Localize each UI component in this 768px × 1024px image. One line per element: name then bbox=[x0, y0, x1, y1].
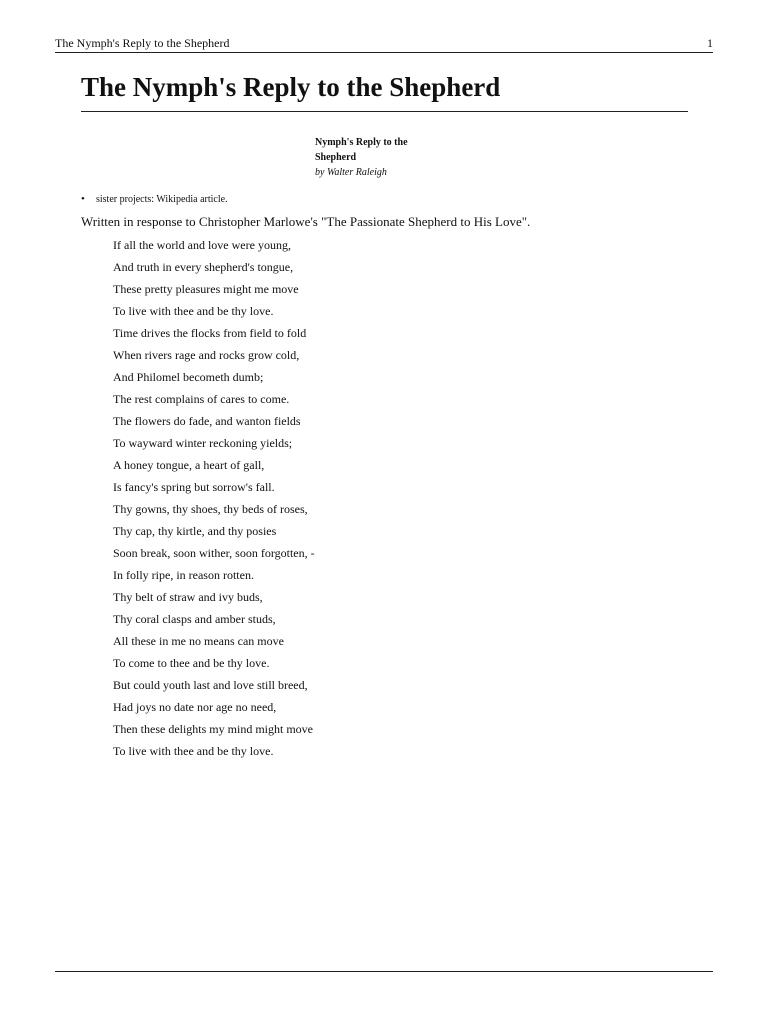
infobox-author: by Walter Raleigh bbox=[315, 167, 387, 178]
poem-line: A honey tongue, a heart of gall, bbox=[113, 458, 265, 472]
poem-line: And Philomel becometh dumb; bbox=[113, 370, 264, 384]
running-header bbox=[55, 36, 713, 53]
infobox-title-line-2: Shepherd bbox=[315, 152, 357, 163]
infobox-title-line-1: Nymph's Reply to the bbox=[315, 137, 408, 148]
poem-line: Is fancy's spring but sorrow's fall. bbox=[113, 480, 275, 494]
poem bbox=[113, 234, 673, 762]
infobox bbox=[315, 135, 475, 180]
footer-rule bbox=[55, 971, 713, 972]
poem-line: In folly ripe, in reason rotten. bbox=[113, 568, 254, 582]
poem-line: If all the world and love were young, bbox=[113, 238, 291, 252]
poem-line: To live with thee and be thy love. bbox=[113, 744, 274, 758]
poem-line: The rest complains of cares to come. bbox=[113, 392, 290, 406]
page-number: 1 bbox=[707, 36, 713, 50]
poem-line: To live with thee and be thy love. bbox=[113, 304, 274, 318]
poem-line: All these in me no means can move bbox=[113, 634, 284, 648]
poem-line: Time drives the flocks from field to fold bbox=[113, 326, 307, 340]
sister-projects-text: sister projects: Wikipedia article. bbox=[96, 194, 228, 205]
poem-line: To wayward winter reckoning yields; bbox=[113, 436, 293, 450]
poem-line: Had joys no date nor age no need, bbox=[113, 700, 277, 714]
intro-paragraph: Written in response to Christopher Marlowe's "The Passionate Shepherd to His Love". bbox=[81, 214, 531, 229]
poem-line: Thy cap, thy kirtle, and thy posies bbox=[113, 524, 277, 538]
poem-line: These pretty pleasures might me move bbox=[113, 282, 299, 296]
sister-projects-list bbox=[81, 192, 681, 207]
poem-line: Thy coral clasps and amber studs, bbox=[113, 612, 276, 626]
running-header-title: The Nymph's Reply to the Shepherd bbox=[55, 36, 230, 50]
poem-line: Thy belt of straw and ivy buds, bbox=[113, 590, 263, 604]
poem-line: To come to thee and be thy love. bbox=[113, 656, 270, 670]
poem-line: Thy gowns, thy shoes, thy beds of roses, bbox=[113, 502, 308, 516]
page-title: The Nymph's Reply to the Shepherd bbox=[81, 70, 688, 112]
poem-line: But could youth last and love still breed, bbox=[113, 678, 308, 692]
poem-line: And truth in every shepherd's tongue, bbox=[113, 260, 294, 274]
poem-line: When rivers rage and rocks grow cold, bbox=[113, 348, 300, 362]
poem-line: Then these delights my mind might move bbox=[113, 722, 313, 736]
poem-line: Soon break, soon wither, soon forgotten, - bbox=[113, 546, 315, 560]
bullet-icon: • bbox=[81, 193, 85, 205]
poem-line: The flowers do fade, and wanton fields bbox=[113, 414, 301, 428]
